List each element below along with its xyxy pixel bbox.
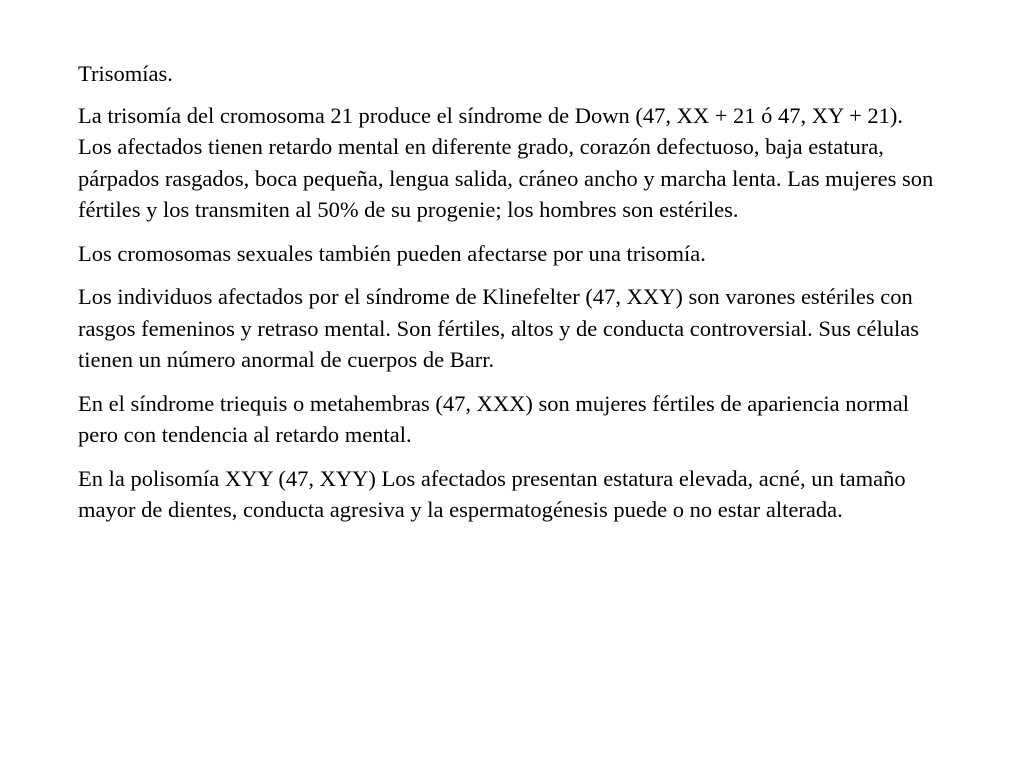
paragraph-xyy: En la polisomía XYY (47, XYY) Los afectados presentan estatura elevada, acné, un tamaño mayor de dientes, conducta agresiva y la espermatogénesis puede o no estar alterada. [78,465,906,522]
paragraph-triple-x: En el síndrome triequis o metahembras (47, XXX) son mujeres fértiles de apariencia normal pero con tendencia al retardo mental. [78,390,909,447]
paragraph-klinefelter: Los individuos afectados por el síndrome de Klinefelter (47, XXY) son varones estériles con rasgos femeninos y retraso mental. Son fértiles, altos y de conducta controversial. Sus células tienen un número anormal de cuerpos de Barr. [78,284,920,372]
paragraph-down-syndrome: La trisomía del cromosoma 21 produce el síndrome de Down (47, XX + 21 ó 47, XY + 21). Los afectados tienen retardo mental en diferente grado, corazón defectuoso, baja estatura, párpados rasgados, boca pequeña, lengua salida, cráneo ancho y marcha lenta. Las mujeres son fértiles y los transmiten al 50% de su progenie; los hombres son estériles. [78,102,934,222]
paragraph-sex-chromosomes: Los cromosomas sexuales también pueden afectarse por una trisomía. [78,240,706,266]
slide-title: Trisomías. [78,61,173,86]
slide-text-body [78,58,938,538]
